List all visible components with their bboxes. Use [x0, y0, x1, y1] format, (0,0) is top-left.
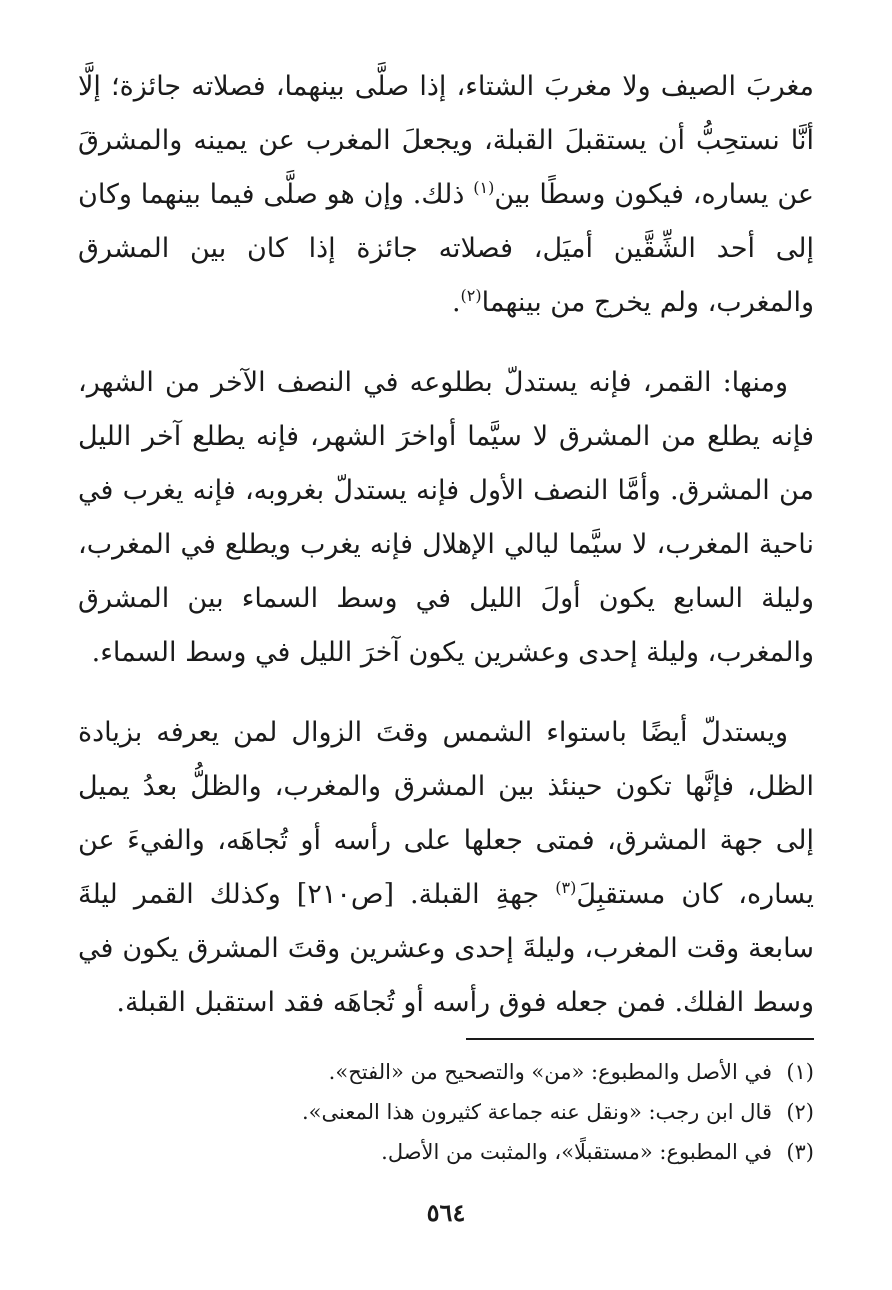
footnote-2 — [78, 1092, 814, 1132]
paragraph-1 — [78, 60, 814, 330]
text-segment: ويستدلّ أيضًا باستواء الشمس وقتَ الزوال لمن يعرفه بزيادة الظل، فإنَّها تكون حينئذ بين المشرق والمغرب، والظلُّ بعدُ يميل إلى جهة المشرق، فمتى جعلها على رأسه أو تُجاهَه، والفيءَ عن يساره، كان مستقبِلَ — [78, 717, 814, 910]
footnote-ref-2[interactable]: (٢) — [460, 286, 482, 305]
text-segment: ذلك. وإن هو صلَّى فيما بينهما وكان إلى أحد الشِّقَّين أميَل، فصلاته جائزة إذا كان بين المشرق والمغرب، ولم يخرج من بينهما — [78, 179, 814, 318]
footnote-ref-1[interactable]: (١) — [473, 178, 495, 197]
text-segment: جهةِ القبلة. [ص٢١٠] وكذلك القمر ليلةَ سابعة وقت المغرب، وليلةَ إحدى وعشرين وقتَ المشرق يكون في وسط الفلك. فمن جعله فوق رأسه أو تُجاهَه فقد استقبل القبلة. — [78, 879, 814, 1018]
footnote-number: (١) — [786, 1060, 814, 1084]
footnote-ref-3[interactable]: (٣) — [555, 878, 577, 897]
footnote-text: في المطبوع: «مستقبلًا»، والمثبت من الأصل. — [381, 1140, 772, 1164]
paragraph-3 — [78, 706, 814, 1030]
footnote-3 — [78, 1132, 814, 1172]
page-body — [78, 60, 814, 1056]
page-number: ٥٦٤ — [426, 1198, 466, 1227]
footnotes — [78, 1052, 814, 1172]
footnote-divider — [466, 1038, 814, 1040]
footnote-number: (٢) — [786, 1100, 814, 1124]
paragraph-2 — [78, 356, 814, 680]
footnote-text: قال ابن رجب: «ونقل عنه جماعة كثيرون هذا المعنى». — [302, 1100, 772, 1124]
footnote-1 — [78, 1052, 814, 1092]
text-segment: مغربَ الصيف ولا مغربَ الشتاء، إذا صلَّى بينهما، فصلاته جائزة؛ إلَّا أنَّا نستحِبُّ أن يستقبلَ القبلة، ويجعلَ المغرب عن يمينه والمشرقَ عن يساره، فيكون وسطًا بين — [78, 71, 814, 210]
footnote-text: في الأصل والمطبوع: «من» والتصحيح من «الفتح». — [328, 1060, 772, 1084]
text-segment: . — [451, 287, 461, 318]
footnote-number: (٣) — [786, 1140, 814, 1164]
text-segment: ومنها: القمر، فإنه يستدلّ بطلوعه في النصف الآخر من الشهر، فإنه يطلع من المشرق لا سيَّما أواخرَ الشهر، فإنه يطلع آخر الليل من المشرق. وأمَّا النصف الأول فإنه يستدلّ بغروبه، فإنه يغرب في ناحية المغرب، لا سيَّما ليالي الإهلال فإنه يغرب ويطلع في المغرب، وليلة السابع يكون أولَ الليل في وسط السماء بين المشرق والمغرب، وليلة إحدى وعشرين يكون آخرَ الليل في وسط السماء. — [78, 367, 814, 668]
